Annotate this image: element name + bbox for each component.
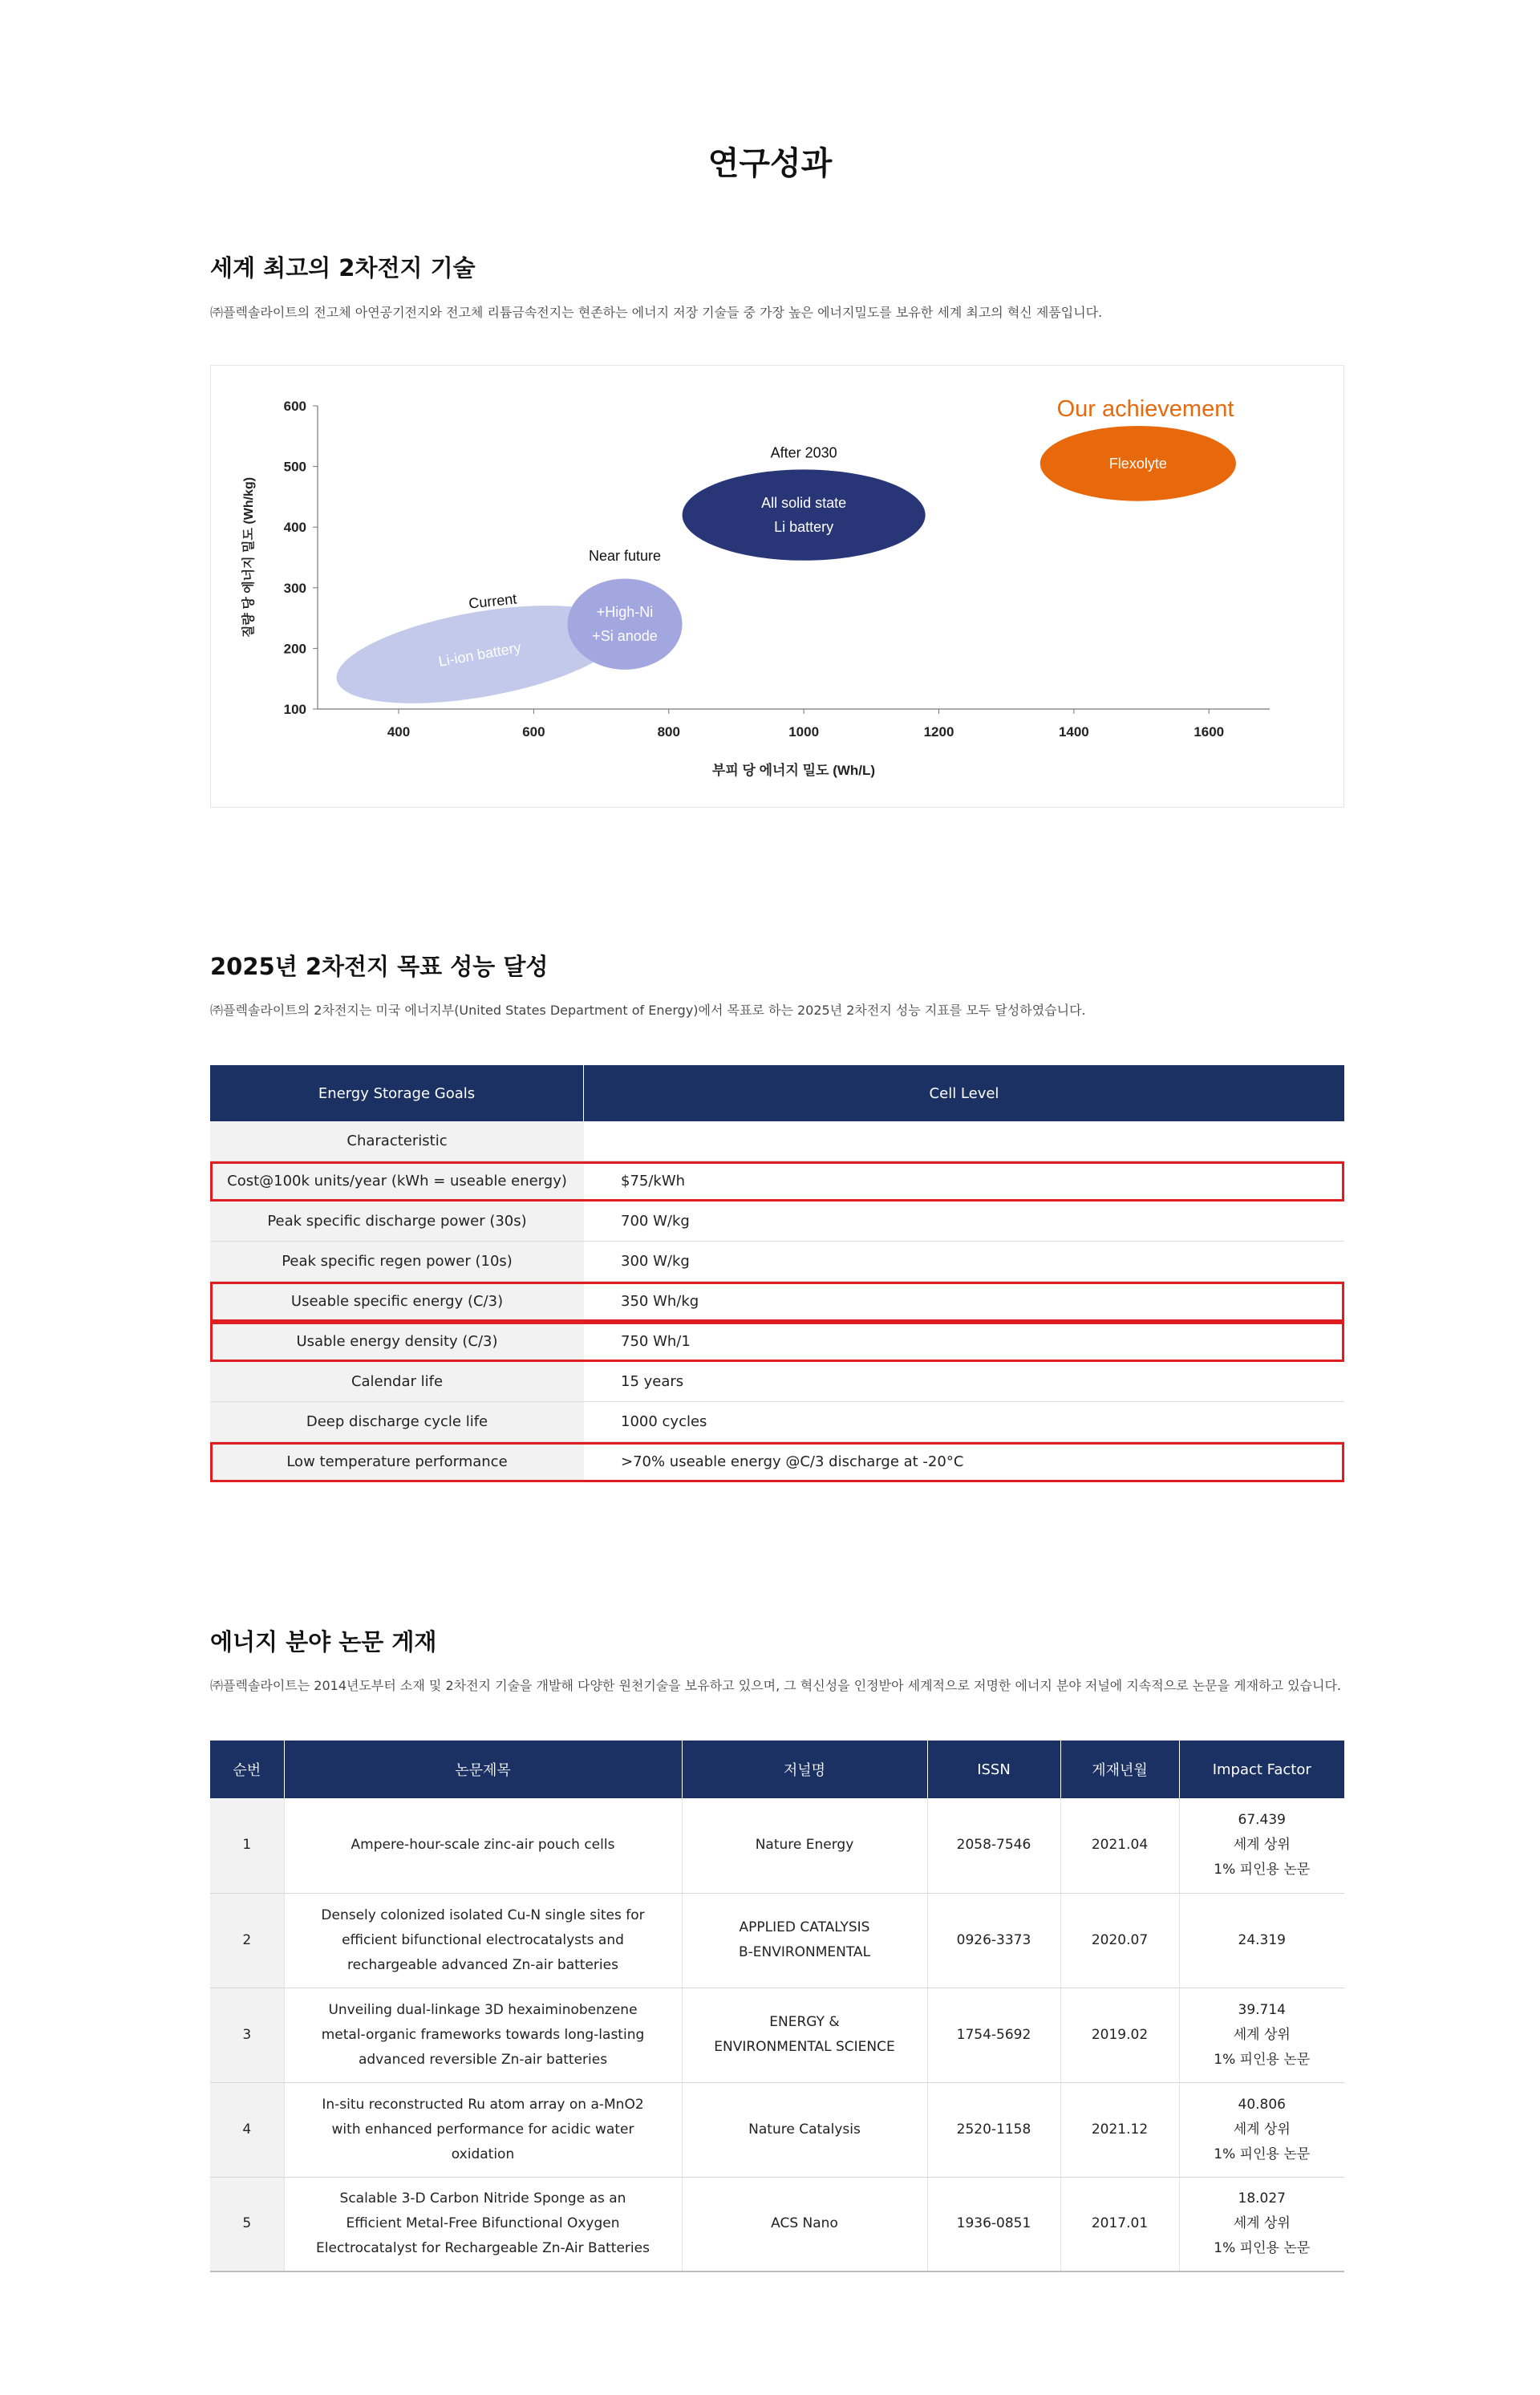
table-row — [210, 1798, 1344, 1893]
paper-title: Scalable 3-D Carbon Nitride Sponge as an Efficient Metal-Free Bifunctional Oxygen Electrocatalyst for Rechargeable Zn-Air Batteries — [284, 2177, 682, 2271]
goals-row-value — [584, 1121, 1344, 1161]
bubble-label: All solid state — [761, 495, 847, 512]
paper-journal: Nature Catalysis — [682, 2082, 927, 2177]
paper-date: 2021.12 — [1060, 2082, 1179, 2177]
goals-row-label: Peak specific discharge power (30s) — [210, 1202, 584, 1241]
goals-table-row — [210, 1202, 1344, 1242]
paper-title: In-situ reconstructed Ru atom array on a-MnO2 with enhanced performance for acidic water oxidation — [284, 2082, 682, 2177]
energy-storage-goals-table — [210, 1065, 1344, 1482]
y-tick-label: 300 — [283, 580, 306, 596]
y-tick-label: 100 — [283, 702, 306, 717]
page-title: 연구성과 — [707, 145, 833, 182]
papers-table — [210, 1741, 1344, 2272]
paper-no: 2 — [210, 1893, 284, 1988]
bubble-2 — [683, 469, 926, 560]
goals-table-row — [210, 1282, 1344, 1322]
energy-density-chart-svg — [211, 366, 1345, 808]
goals-row-label: Deep discharge cycle life — [210, 1402, 584, 1441]
bubble-label: Li battery — [774, 519, 834, 536]
goals-row-value: 1000 cycles — [621, 1413, 707, 1430]
paper-issn: 2520-1158 — [927, 2082, 1060, 2177]
paper-impact: 39.714 세계 상위 1% 피인용 논문 — [1179, 1988, 1344, 2082]
paper-impact: 18.027 세계 상위 1% 피인용 논문 — [1179, 2177, 1344, 2271]
bubble-label: Li-ion battery — [437, 639, 523, 670]
goals-table-row — [210, 1242, 1344, 1282]
goals-table-row — [210, 1442, 1344, 1482]
goals-row-label: Characteristic — [210, 1121, 584, 1161]
goals-table-row — [210, 1322, 1344, 1362]
bubble-label: Flexolyte — [1108, 455, 1167, 472]
papers-header-title: 논문제목 — [284, 1741, 682, 1798]
table-row — [210, 1893, 1344, 1988]
section-title-papers: 에너지 분야 논문 게재 — [210, 1628, 437, 1655]
goals-table-row — [210, 1402, 1344, 1442]
section-desc-goals: ㈜플렉솔라이트의 2차전지는 미국 에너지부(United States Department of Energy)에서 목표로 하는 2025년 2차전지 성능 지표를 모두 달성하였습니다. — [210, 1003, 1086, 1018]
goals-header-cell-level: Cell Level — [929, 1084, 999, 1102]
goals-header-goals: Energy Storage Goals — [210, 1065, 584, 1121]
table-row — [210, 2177, 1344, 2271]
paper-title: Ampere-hour-scale zinc-air pouch cells — [284, 1798, 682, 1893]
energy-density-chart — [210, 365, 1344, 808]
paper-date: 2021.04 — [1060, 1798, 1179, 1893]
x-tick-label: 1000 — [788, 724, 820, 740]
goals-row-label: Usable energy density (C/3) — [210, 1322, 584, 1361]
paper-date: 2017.01 — [1060, 2177, 1179, 2271]
paper-journal: ACS Nano — [682, 2177, 927, 2271]
section-desc-papers: ㈜플렉솔라이트는 2014년도부터 소재 및 2차전지 기술을 개발해 다양한 원천기술을 보유하고 있으며, 그 혁신성을 인정받아 세계적으로 저명한 에너지 분야 저널에 지속적으로 논문을 게재하고 있습니다. — [210, 1678, 1341, 1693]
bubble-1 — [567, 578, 682, 669]
goals-row-label: Peak specific regen power (10s) — [210, 1242, 584, 1281]
table-row — [210, 2082, 1344, 2177]
paper-no: 3 — [210, 1988, 284, 2082]
paper-issn: 2058-7546 — [927, 1798, 1060, 1893]
bubble-tag: Current — [468, 590, 518, 612]
paper-title: Unveiling dual-linkage 3D hexaiminobenzene metal-organic frameworks towards long-lasting advanced reversible Zn-air batteries — [284, 1988, 682, 2082]
paper-impact: 67.439 세계 상위 1% 피인용 논문 — [1179, 1798, 1344, 1893]
x-tick-label: 800 — [657, 724, 680, 740]
paper-issn: 0926-3373 — [927, 1893, 1060, 1988]
paper-journal: Nature Energy — [682, 1798, 927, 1893]
goals-row-label: Cost@100k units/year (kWh = useable energy) — [210, 1161, 584, 1201]
y-tick-label: 400 — [283, 520, 306, 536]
bubble-tag: Near future — [589, 547, 662, 564]
table-row — [210, 1988, 1344, 2082]
x-tick-label: 400 — [387, 724, 411, 740]
paper-title: Densely colonized isolated Cu-N single sites for efficient bifunctional electrocatalysts and rechargeable advanced Zn-air batteries — [284, 1893, 682, 1988]
paper-journal: APPLIED CATALYSIS B-ENVIRONMENTAL — [682, 1893, 927, 1988]
our-achievement-annotation: Our achievement — [1056, 396, 1234, 422]
goals-table-row — [210, 1161, 1344, 1202]
x-axis-label: 부피 당 에너지 밀도 (Wh/L) — [711, 763, 876, 778]
paper-impact: 40.806 세계 상위 1% 피인용 논문 — [1179, 2082, 1344, 2177]
goals-row-value: 300 W/kg — [621, 1253, 690, 1270]
paper-date: 2019.02 — [1060, 1988, 1179, 2082]
paper-issn: 1936-0851 — [927, 2177, 1060, 2271]
goals-table-row — [210, 1362, 1344, 1402]
section-desc-battery-tech: ㈜플렉솔라이트의 전고체 아연공기전지와 전고체 리튬금속전지는 현존하는 에너지 저장 기술들 중 가장 높은 에너지밀도를 보유한 세계 최고의 혁신 제품입니다. — [210, 305, 1103, 320]
y-tick-label: 600 — [283, 399, 306, 414]
x-tick-label: 1400 — [1058, 724, 1089, 740]
paper-no: 4 — [210, 2082, 284, 2177]
goals-table-header — [210, 1065, 1344, 1121]
goals-row-label: Low temperature performance — [210, 1442, 584, 1481]
papers-header-no: 순번 — [210, 1741, 284, 1798]
paper-date: 2020.07 — [1060, 1893, 1179, 1988]
goals-row-value: 15 years — [621, 1373, 684, 1390]
section-title-battery-tech: 세계 최고의 2차전지 기술 — [210, 254, 476, 282]
goals-row-label: Useable specific energy (C/3) — [210, 1282, 584, 1321]
goals-row-value: 700 W/kg — [621, 1213, 690, 1230]
x-tick-label: 1200 — [923, 724, 954, 740]
papers-header-date: 게재년월 — [1060, 1741, 1179, 1798]
paper-journal: ENERGY & ENVIRONMENTAL SCIENCE — [682, 1988, 927, 2082]
paper-no: 5 — [210, 2177, 284, 2271]
paper-impact: 24.319 — [1179, 1893, 1344, 1988]
y-axis-label: 질량 당 에너지 밀도 (Wh/kg) — [242, 476, 256, 638]
papers-header-issn: ISSN — [927, 1741, 1060, 1798]
papers-table-header — [210, 1741, 1344, 1798]
goals-row-value: >70% useable energy @C/3 discharge at -20°C — [621, 1453, 964, 1470]
papers-header-impact: Impact Factor — [1179, 1741, 1344, 1798]
x-tick-label: 1600 — [1194, 724, 1225, 740]
y-tick-label: 500 — [283, 459, 306, 475]
goals-row-value: 750 Wh/1 — [621, 1333, 691, 1350]
x-tick-label: 600 — [522, 724, 545, 740]
goals-row-value: 350 Wh/kg — [621, 1293, 699, 1310]
bubble-tag: After 2030 — [770, 444, 837, 461]
bubble-label: +High-Ni — [596, 604, 654, 621]
goals-row-value: $75/kWh — [621, 1173, 686, 1189]
y-tick-label: 200 — [283, 641, 306, 657]
papers-header-journal: 저널명 — [682, 1741, 927, 1798]
section-title-goals: 2025년 2차전지 목표 성능 달성 — [210, 953, 549, 980]
bubble-label: +Si anode — [592, 628, 658, 645]
goals-table-row — [210, 1121, 1344, 1161]
paper-issn: 1754-5692 — [927, 1988, 1060, 2082]
paper-no: 1 — [210, 1798, 284, 1893]
goals-row-label: Calendar life — [210, 1362, 584, 1401]
